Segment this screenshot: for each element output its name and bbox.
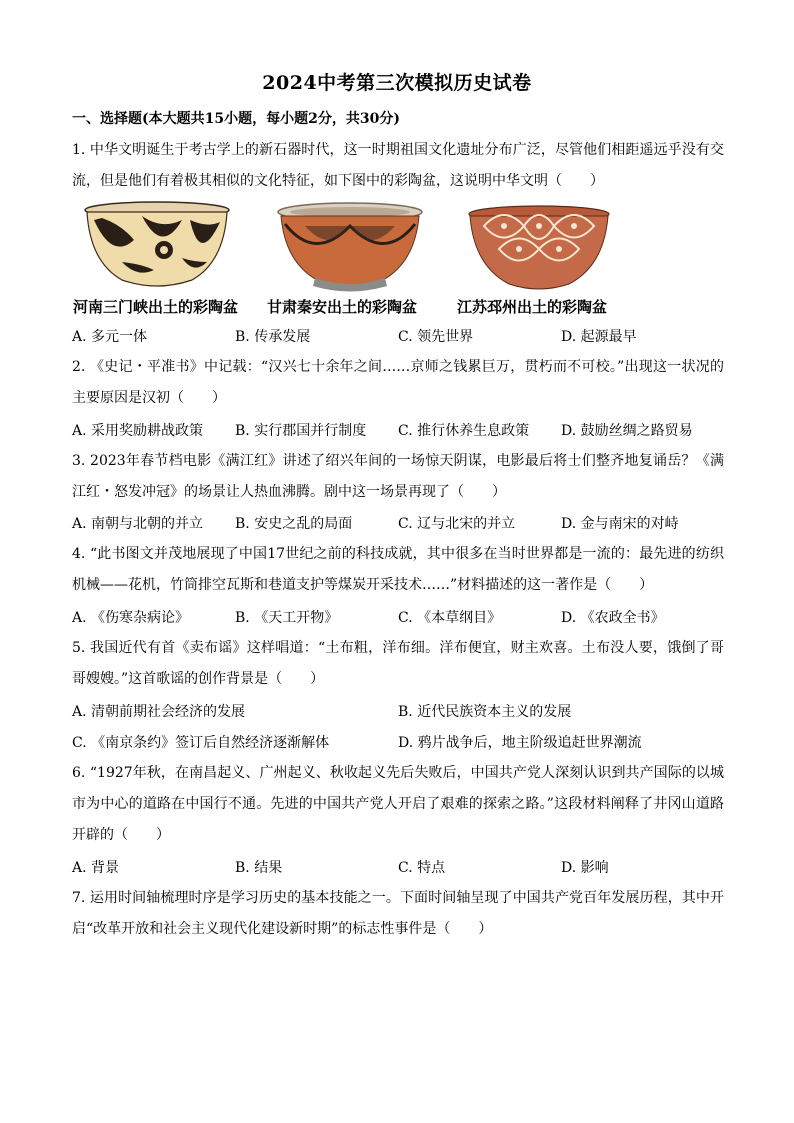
option-a: A. 《伤寒杂病论》 — [72, 610, 190, 626]
option-a: A. 背景 — [72, 860, 120, 876]
option-c: C. 领先世界 — [398, 329, 474, 345]
option-b: B. 传承发展 — [235, 329, 311, 345]
pottery-image-pizhou — [464, 204, 614, 296]
options-q1 — [72, 326, 724, 350]
option-b: B. 实行郡国并行制度 — [235, 423, 367, 439]
section-heading: 一、选择题(本大题共15小题，每小题2分，共30分) — [72, 111, 400, 127]
pottery-image-qinan — [275, 202, 425, 294]
option-b: B. 结果 — [235, 860, 283, 876]
option-c: C. 推行休养生息政策 — [398, 423, 530, 439]
caption-pizhou: 江苏邳州出土的彩陶盆 — [457, 298, 608, 316]
question-3: 3. 2023年春节档电影《满江红》讲述了绍兴年间的一场惊天阴谋，电影最后将士们整齐地复诵岳？《满江红・怒发冲冠》的场景让人热血沸腾。剧中这一场景再现了（ ） — [72, 453, 724, 500]
option-b: B. 安史之乱的局面 — [235, 516, 353, 532]
options-q4 — [72, 607, 724, 631]
option-a: A. 南朝与北朝的并立 — [72, 516, 204, 532]
options-q6 — [72, 857, 724, 881]
option-a: A. 清朝前期社会经济的发展 — [72, 704, 246, 720]
question-6: 6. “1927年秋，在南昌起义、广州起义、秋收起义先后失败后，中国共产党人深刻认识到共产国际的以城市为中心的道路在中国行不通。先进的中国共产党人开启了艰难的探索之路。”这段材料阐释了井冈山道路开辟的（ ） — [72, 765, 724, 843]
page-title: 2024中考第三次模拟历史试卷 — [262, 72, 532, 94]
option-c: C. 辽与北宋的并立 — [398, 516, 516, 532]
caption-sanmenxia: 河南三门峡出土的彩陶盆 — [73, 298, 239, 316]
options-q5-row1 — [72, 701, 724, 725]
option-a: A. 采用奖励耕战政策 — [72, 423, 204, 439]
question-1: 1. 中华文明诞生于考古学上的新石器时代，这一时期祖国文化遗址分布广泛，尽管他们相距遥远乎没有交流，但是他们有着极其相似的文化特征，如下图中的彩陶盆，这说明中华文明（ ） — [72, 142, 724, 189]
option-d: D. 鼓励丝绸之路贸易 — [561, 423, 693, 439]
options-q5-row2 — [72, 732, 724, 756]
option-d: D. 鸦片战争后，地主阶级追赶世界潮流 — [398, 735, 642, 751]
question-2: 2. 《史记・平准书》中记载：“汉兴七十余年之间……京师之钱累巨万，贯朽而不可校。”出现这一状况的主要原因是汉初（ ） — [72, 359, 724, 406]
option-d: D. 起源最早 — [561, 329, 637, 345]
caption-qinan: 甘肃秦安出土的彩陶盆 — [267, 298, 418, 316]
option-d: D. 《农政全书》 — [561, 610, 665, 626]
option-b: B. 《天工开物》 — [235, 610, 339, 626]
option-c: C. 《本草纲目》 — [398, 610, 502, 626]
question-4: 4. “此书图文并茂地展现了中国17世纪之前的科技成就，其中很多在当时世界都是一流的：最先进的纺织机械——花机，竹筒排空瓦斯和巷道支护等煤炭开采技术……”材料描述的这一著作是（ ） — [72, 546, 724, 593]
option-d: D. 影响 — [561, 860, 609, 876]
option-b: B. 近代民族资本主义的发展 — [398, 704, 572, 720]
question-5: 5. 我国近代有首《卖布谣》这样唱道：“土布粗，洋布细。洋布便宜，财主欢喜。土布没人要，饿倒了哥哥嫂嫂。”这首歌谣的创作背景是（ ） — [72, 640, 724, 687]
pottery-image-sanmenxia — [82, 200, 232, 292]
option-c: C. 《南京条约》签订后自然经济逐渐解体 — [72, 735, 330, 751]
option-a: A. 多元一体 — [72, 329, 148, 345]
option-c: C. 特点 — [398, 860, 446, 876]
options-q2 — [72, 420, 724, 444]
question-7: 7. 运用时间轴梳理时序是学习历史的基本技能之一。下面时间轴呈现了中国共产党百年发展历程，其中开启“改革开放和社会主义现代化建设新时期”的标志性事件是（ ） — [72, 890, 724, 937]
option-d: D. 金与南宋的对峙 — [561, 516, 679, 532]
options-q3 — [72, 513, 724, 537]
